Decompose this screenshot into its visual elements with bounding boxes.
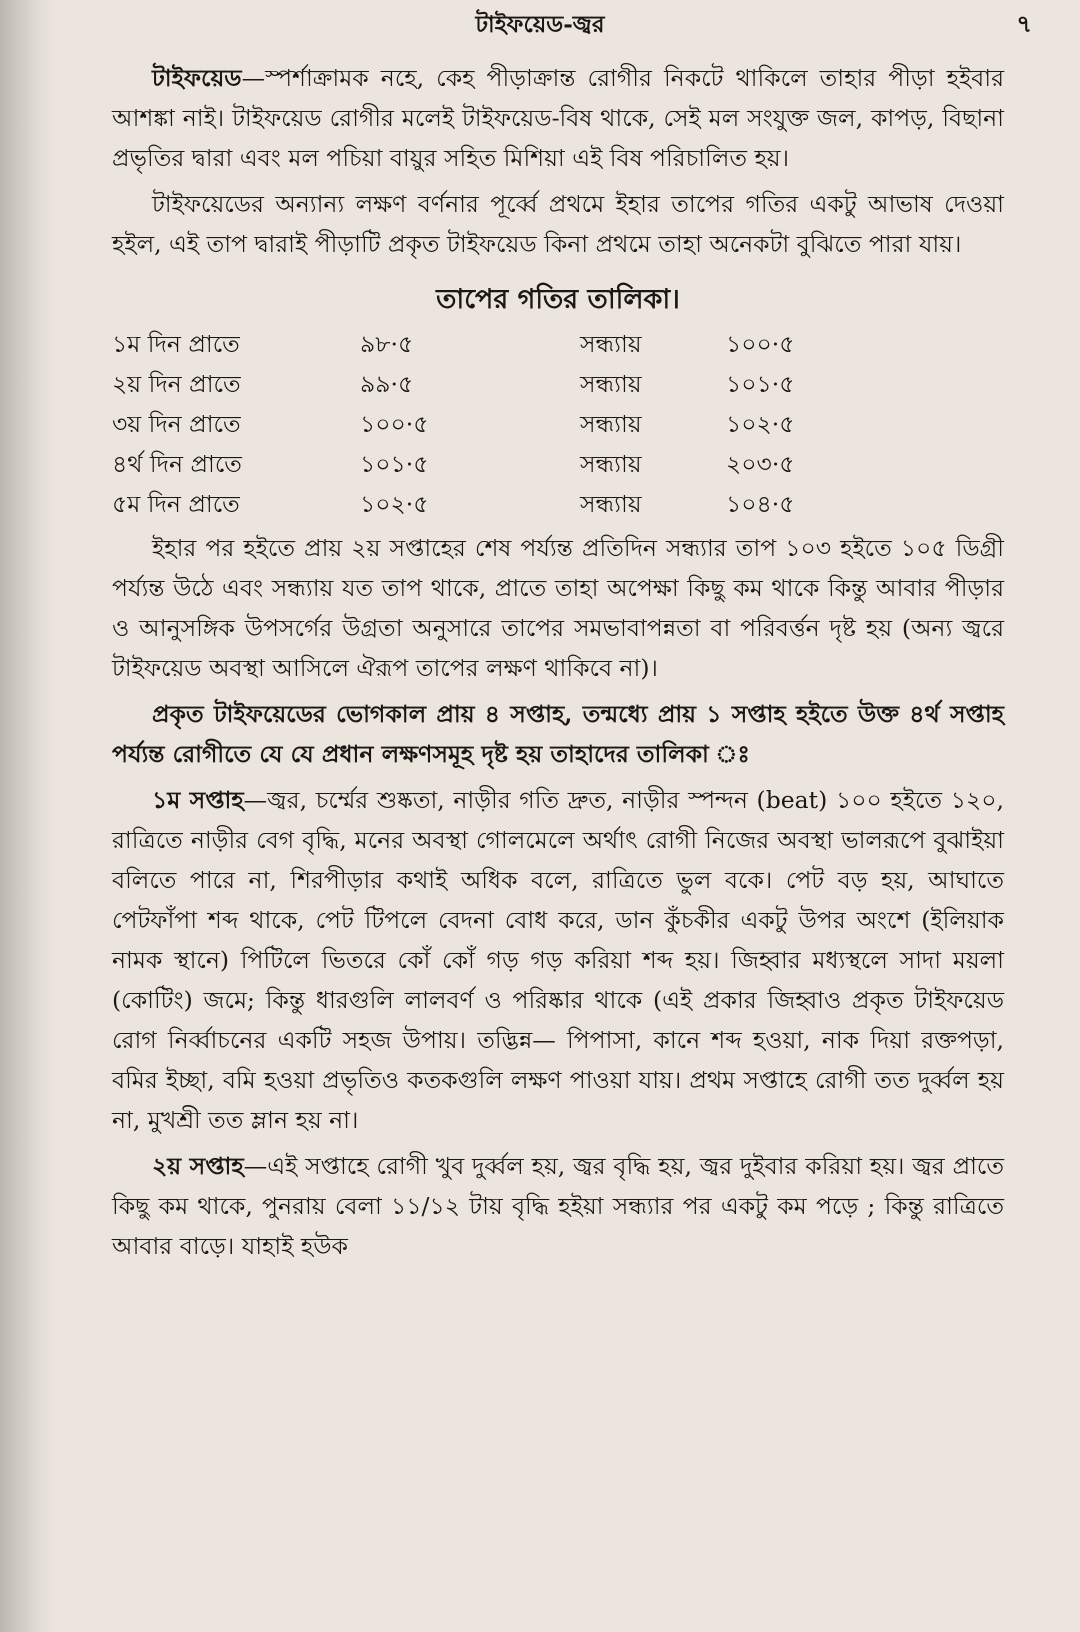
- table-morning-temp: ১০০·৫: [360, 410, 429, 438]
- table-evening-temp: ১০১·৫: [726, 370, 795, 398]
- paragraph-text: —জ্বর, চর্ম্মের শুষ্কতা, নাড়ীর গতি দ্রুত, নাড়ীর স্পন্দন (beat) ১০০ হইতে ১২০, রাত্রিতে নাড়ীর বেগ বৃদ্ধি, মনের অবস্থা গোলমেলে অর্থাৎ রোগী নিজের অবস্থা ভালরূপে বুঝাইয়া বলিতে পারে না, শিরপীড়ার কথাই অধিক বলে, রাত্রিতে ভুল বকে। পেট বড় হয়, আঘাতে পেটফাঁপা শব্দ থাকে, পেট টিপলে বেদনা বোধ করে, ডান কুঁচকীর একটু উপর অংশে (ইলিয়াক নামক স্থানে) পিটিলে ভিতরে কোঁ কোঁ গড় গড় করিয়া শব্দ হয়। জিহ্বার মধ্যস্থলে সাদা ময়লা (কোটিং) জমে; কিন্তু ধারগুলি লালবর্ণ ও পরিষ্কার থাকে (এই প্রকার জিহ্বাও প্রকৃত টাইফয়েড রোগ নির্ব্বাচনের একটি সহজ উপায়। তদ্ভিন্ন— পিপাসা, কানে শব্দ হওয়া, নাক দিয়া রক্তপড়া, বমির ইচ্ছা, বমি হওয়া প্রভৃতিও কতকগুলি লক্ষণ পাওয়া যায়। প্রথম সপ্তাহে রোগী তত দুর্ব্বল হয় না, মুখশ্রী তত ম্লান হয় না।: [112, 786, 1004, 1134]
- paragraph-week-1: [112, 780, 1004, 1140]
- table-title: তাপের গতির তালিকা।: [436, 284, 680, 315]
- table-evening-temp: ১০৪·৫: [726, 490, 795, 518]
- paragraph-contagion: [112, 58, 1004, 178]
- table-day: ২য় দিন প্রাতে: [112, 370, 241, 398]
- paragraph-text: —এই সপ্তাহে রোগী খুব দুর্ব্বল হয়, জ্বর বৃদ্ধি হয়, জ্বর দুইবার করিয়া হয়। জ্বর প্রাতে কিছু কম থাকে, পুনরায় বেলা ১১/১২ টায় বৃদ্ধি হইয়া সন্ধ্যার পর একটু কম পড়ে ; কিন্তু রাত্রিতে আবার বাড়ে। যাহাই হউক: [112, 1152, 1004, 1260]
- table-morning-temp: ৯৮·৫: [360, 330, 414, 358]
- temperature-row: [112, 404, 1004, 444]
- temperature-row: [112, 364, 1004, 404]
- temperature-row: [112, 444, 1004, 484]
- paragraph-week-2: [112, 1146, 1004, 1266]
- running-title: টাইফয়েড-জ্বর: [475, 11, 605, 38]
- running-header: [0, 6, 1080, 46]
- table-evening-label: সন্ধ্যায়: [580, 410, 642, 438]
- paragraph-lead: ২য় সপ্তাহ: [152, 1152, 244, 1180]
- table-evening-label: সন্ধ্যায়: [580, 450, 642, 478]
- paragraph-temperature-intro: টাইফয়েডের অন্যান্য লক্ষণ বর্ণনার পূর্ব্বে প্রথমে ইহার তাপের গতির একটু আভাষ দেওয়া হইল, এই তাপ দ্বারাই পীড়াটি প্রকৃত টাইফয়েড কিনা প্রথমে তাহা অনেকটা বুঝিতে পারা যায়।: [112, 190, 1004, 258]
- table-morning-temp: ১০১·৫: [360, 450, 429, 478]
- table-evening-label: সন্ধ্যায়: [580, 490, 642, 518]
- table-evening-label: সন্ধ্যায়: [580, 370, 642, 398]
- table-evening-label: সন্ধ্যায়: [580, 330, 642, 358]
- table-evening-temp: ২০৩·৫: [726, 450, 795, 478]
- temperature-table: [112, 324, 1004, 524]
- table-evening-temp: ১০২·৫: [726, 410, 795, 438]
- table-morning-temp: ৯৯·৫: [360, 370, 414, 398]
- paragraph-text: —স্পর্শাক্রামক নহে, কেহ পীড়াক্রান্ত রোগীর নিকটে থাকিলে তাহার পীড়া হইবার আশঙ্কা নাই। টাইফয়েড রোগীর মলেই টাইফয়েড-বিষ থাকে, সেই মল সংযুক্ত জল, কাপড়, বিছানা প্রভৃতির দ্বারা এবং মল পচিয়া বায়ুর সহিত মিশিয়া এই বিষ পরিচালিত হয়।: [112, 64, 1004, 172]
- page-body: [112, 58, 1004, 1266]
- paragraph-lead: টাইফয়েড: [152, 64, 242, 92]
- table-day: ৫ম দিন প্রাতে: [112, 490, 240, 518]
- paragraph-temperature-course: ইহার পর হইতে প্রায় ২য় সপ্তাহের শেষ পর্য্যন্ত প্রতিদিন সন্ধ্যার তাপ ১০৩ হইতে ১০৫ ডিগ্রী পর্য্যন্ত উঠে এবং সন্ধ্যায় যত তাপ থাকে, প্রাতে তাহা অপেক্ষা কিছু কম থাকে কিন্তু আবার পীড়ার ও আনুসঙ্গিক উপসর্গের উগ্রতা অনুসারে তাপের সমভাবাপন্নতা বা পরিবর্ত্তন দৃষ্ট হয় (অন্য জ্বরে টাইফয়েড অবস্থা আসিলে ঐরূপ তাপের লক্ষণ থাকিবে না)।: [112, 534, 1004, 682]
- page-spine-shadow: [0, 0, 56, 1632]
- table-day: ৪র্থ দিন প্রাতে: [112, 450, 242, 478]
- paragraph-symptoms-intro: প্রকৃত টাইফয়েডের ভোগকাল প্রায় ৪ সপ্তাহ, তন্মধ্যে প্রায় ১ সপ্তাহ হইতে উক্ত ৪র্থ সপ্তাহ পর্য্যন্ত রোগীতে যে যে প্রধান লক্ষণসমূহ দৃষ্ট হয় তাহাদের তালিকা ঃ: [112, 700, 1004, 768]
- temperature-row: [112, 324, 1004, 364]
- table-day: ১ম দিন প্রাতে: [112, 330, 240, 358]
- temperature-row: [112, 484, 1004, 524]
- table-morning-temp: ১০২·৫: [360, 490, 429, 518]
- page-number: ৭: [1016, 9, 1032, 38]
- paragraph-lead: ১ম সপ্তাহ: [152, 786, 244, 814]
- table-evening-temp: ১০০·৫: [726, 330, 795, 358]
- table-day: ৩য় দিন প্রাতে: [112, 410, 241, 438]
